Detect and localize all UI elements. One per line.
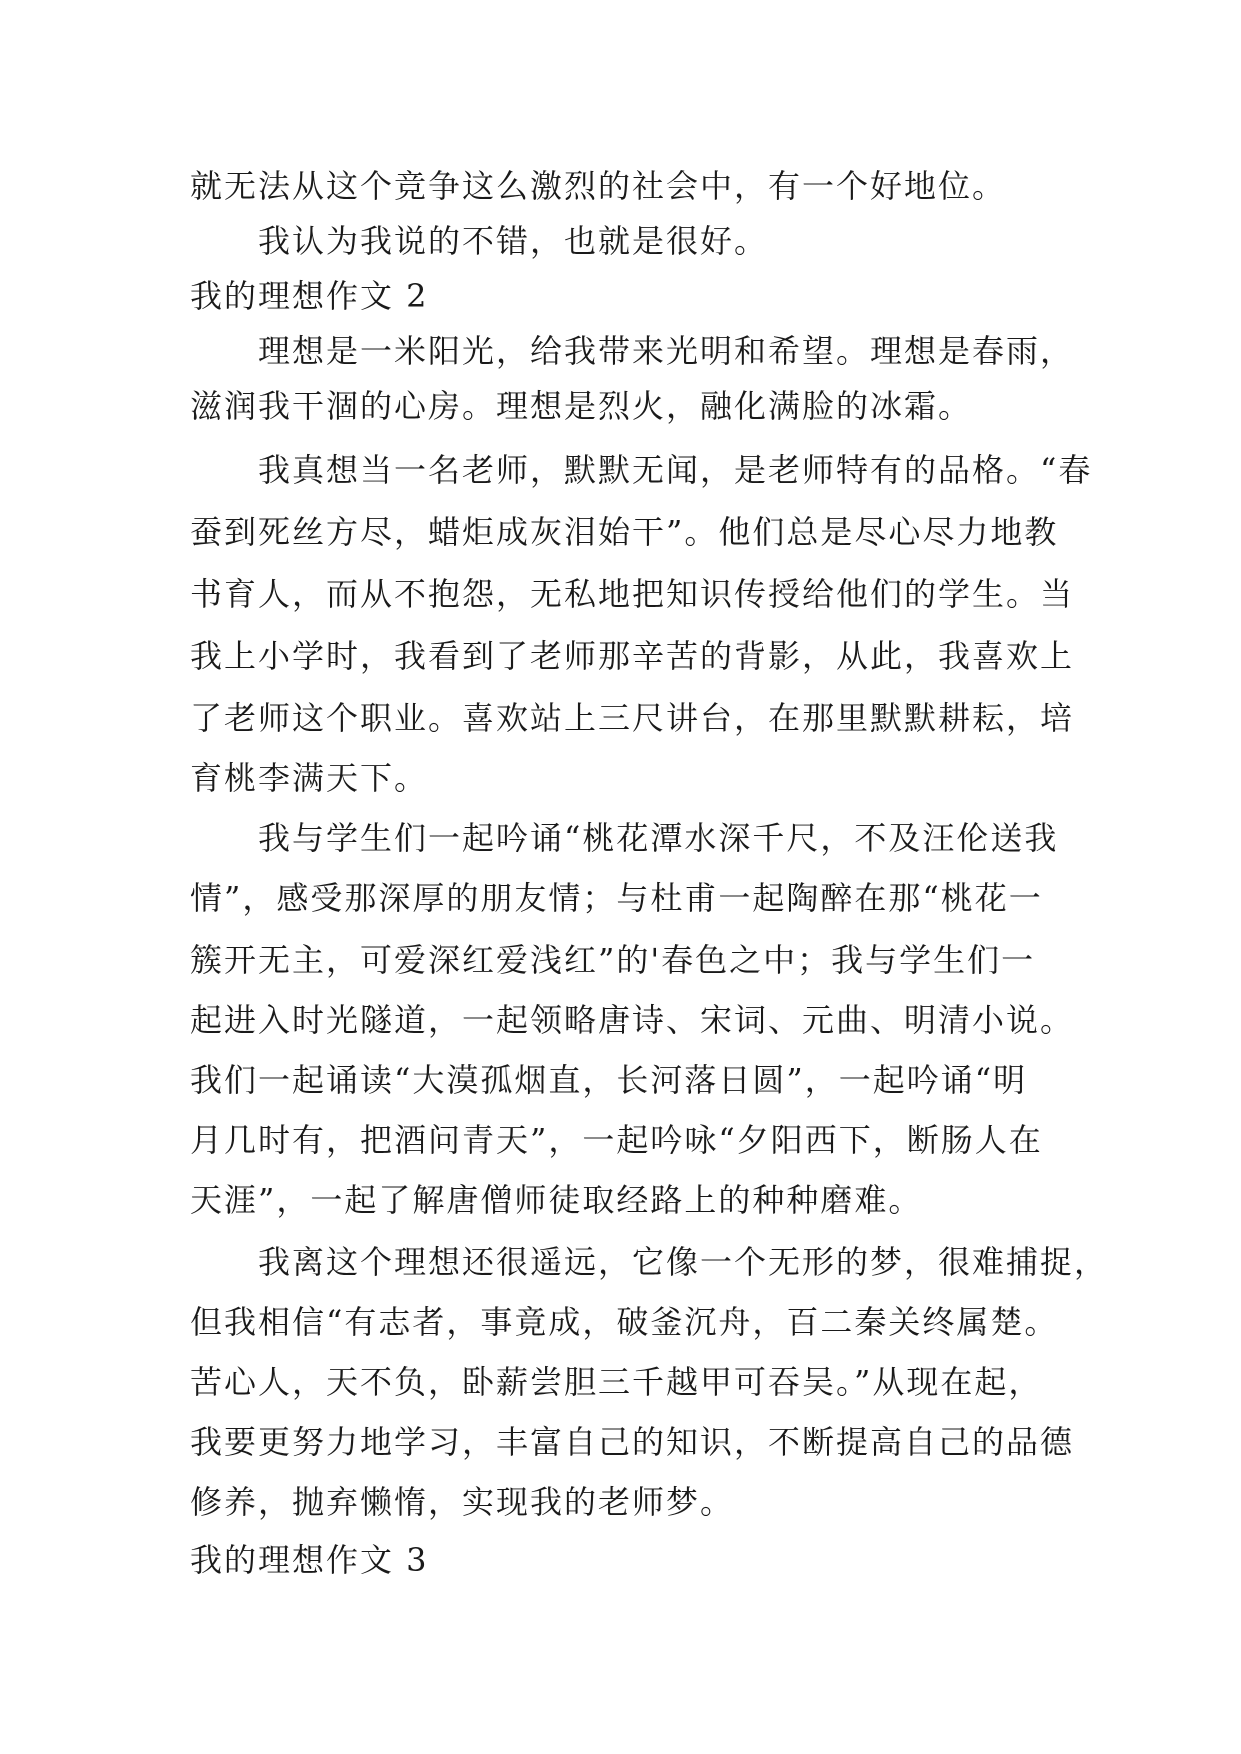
text-line: 书育人，而从不抱怨，无私地把知识传授给他们的学生。当 [190, 575, 1075, 613]
text-line: 但我相信“有志者，事竟成，破釜沉舟，百二秦关终属楚。 [190, 1303, 1059, 1341]
text-line: 月几时有，把酒问青天”，一起吟咏“夕阳西下，断肠人在 [190, 1121, 1043, 1159]
text-line: 我认为我说的不错，也就是很好。 [258, 222, 769, 260]
text-line: 起进入时光隧道，一起领略唐诗、宋词、元曲、明清小说。 [190, 1001, 1075, 1039]
section-heading: 我的理想作文 3 [190, 1541, 429, 1579]
text-line: 滋润我干涸的心房。理想是烈火，融化满脸的冰霜。 [190, 387, 973, 425]
text-line: 我真想当一名老师，默默无闻，是老师特有的品格。“春 [258, 451, 1093, 489]
text-line: 苦心人，天不负，卧薪尝胆三千越甲可吞吴。”从现在起， [190, 1363, 1043, 1401]
section-heading: 我的理想作文 2 [190, 277, 429, 315]
text-line: 育桃李满天下。 [190, 759, 429, 797]
text-line: 我与学生们一起吟诵“桃花潭水深千尺，不及汪伦送我 [258, 819, 1059, 857]
text-line: 蚕到死丝方尽，蜡炬成灰泪始干”。他们总是尽心尽力地教 [190, 513, 1059, 551]
text-line: 我要更努力地学习，丰富自己的知识，不断提高自己的品德 [190, 1423, 1075, 1461]
text-line: 我上小学时，我看到了老师那辛苦的背影，从此，我喜欢上 [190, 637, 1075, 675]
text-line: 就无法从这个竞争这么激烈的社会中，有一个好地位。 [190, 167, 1007, 205]
text-line: 我们一起诵读“大漠孤烟直，长河落日圆”，一起吟诵“明 [190, 1061, 1028, 1099]
text-line: 天涯”，一起了解唐僧师徒取经路上的种种磨难。 [190, 1181, 923, 1219]
text-line: 簇开无主，可爱深红爱浅红”的'春色之中；我与学生们一 [190, 941, 1036, 979]
text-line: 修养，抛弃懒惰，实现我的老师梦。 [190, 1483, 735, 1521]
text-line: 了老师这个职业。喜欢站上三尺讲台，在那里默默耕耘，培 [190, 699, 1075, 737]
text-line: 我离这个理想还很遥远，它像一个无形的梦，很难捕捉， [258, 1243, 1109, 1281]
text-line: 情”，感受那深厚的朋友情；与杜甫一起陶醉在那“桃花一 [190, 879, 1043, 917]
text-line: 理想是一米阳光，给我带来光明和希望。理想是春雨， [258, 332, 1075, 370]
